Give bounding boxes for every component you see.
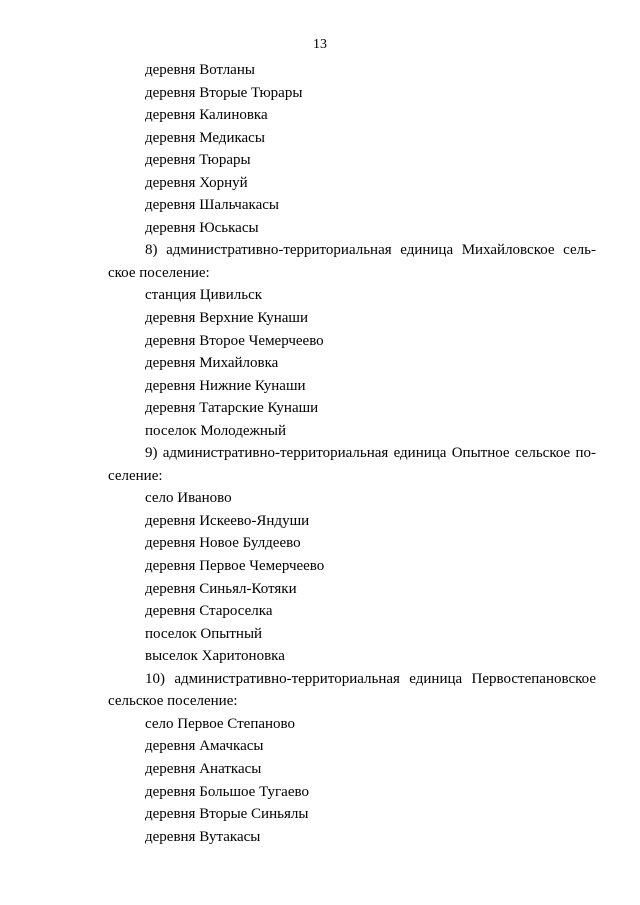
unit-heading-line: ское поселение:: [108, 264, 210, 281]
list-item: станция Цивильск: [145, 287, 263, 304]
list-item: деревня Калиновка: [145, 107, 268, 124]
list-item: деревня Вотланы: [145, 62, 255, 78]
list-item: село Первое Степаново: [145, 715, 296, 732]
list-item: деревня Верхние Кунаши: [145, 310, 308, 327]
list-item: деревня Вторые Синьялы: [145, 806, 309, 823]
page-number: 13: [313, 37, 327, 52]
list-item: деревня Вторые Тюрары: [145, 84, 303, 101]
document-body: [108, 59, 596, 848]
list-item: деревня Искеево-Яндуши: [145, 512, 310, 529]
list-item: деревня Медикасы: [145, 129, 265, 146]
list-item: село Иваново: [145, 490, 232, 507]
list-item: деревня Шальчакасы: [145, 197, 279, 214]
list-item: поселок Молодежный: [145, 422, 287, 439]
list-item: деревня Новое Булдеево: [145, 535, 301, 552]
list-item: деревня Нижние Кунаши: [145, 377, 306, 394]
list-item: деревня Михайловка: [145, 355, 279, 372]
unit-heading-line: 9) административно-территориальная единица Опытное сельское по-: [145, 445, 596, 462]
list-item: выселок Харитоновка: [145, 648, 285, 665]
list-item: деревня Большое Тугаево: [145, 783, 309, 800]
list-item: деревня Вутакасы: [145, 828, 261, 845]
unit-heading-line: сельское поселение:: [108, 693, 238, 710]
list-item: деревня Первое Чемерчеево: [145, 558, 325, 575]
list-item: поселок Опытный: [145, 625, 263, 642]
list-item: деревня Староселка: [145, 603, 273, 620]
unit-heading-line: 10) административно-территориальная единица Первостепановское: [145, 670, 596, 687]
list-item: деревня Амачкасы: [145, 738, 264, 755]
list-item: деревня Хорнуй: [145, 174, 248, 191]
list-item: деревня Юськасы: [145, 219, 259, 236]
list-item: деревня Второе Чемерчеево: [145, 332, 324, 349]
list-item: деревня Синьял-Котяки: [145, 580, 297, 597]
list-item: деревня Тюрары: [145, 152, 251, 169]
unit-heading-line: селение:: [108, 467, 163, 484]
unit-heading-line: 8) административно-территориальная единица Михайловское сель-: [145, 242, 596, 259]
list-item: деревня Татарские Кунаши: [145, 400, 319, 417]
list-item: деревня Анаткасы: [145, 760, 262, 777]
